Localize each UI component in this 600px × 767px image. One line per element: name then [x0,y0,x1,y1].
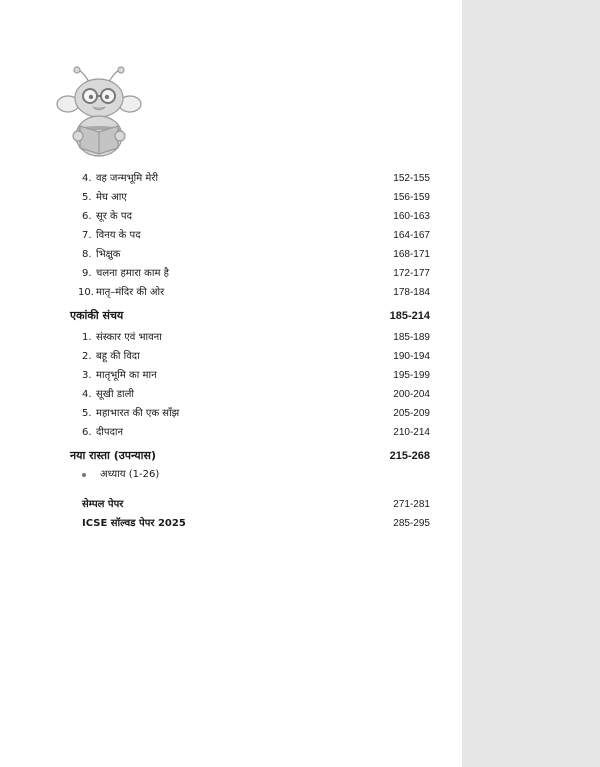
entry-title: सेम्पल पेपर [82,499,124,510]
section-title: एकांकी संचय [70,309,124,322]
entry-title: वह जन्मभूमि मेरी [96,173,159,184]
entry-title: चलना हमारा काम है [96,268,169,279]
entry-pages: 271-281 [393,499,430,510]
entry-number: 9. [82,268,92,279]
toc-entry [0,170,440,188]
toc-entry [0,227,440,245]
entry-number: 3. [82,370,92,381]
toc-entry [0,405,440,423]
entry-pages: 160-163 [393,211,430,222]
entry-pages: 205-209 [393,408,430,419]
entry-title: मातृ–मंदिर की ओर [96,287,165,298]
entry-number: 6. [82,427,92,438]
entry-pages: 185-189 [393,332,430,343]
entry-title: महाभारत की एक साँझ [96,408,180,419]
toc-entry [0,386,440,404]
entry-number: 10. [78,287,94,298]
entry-number: 4. [82,173,92,184]
toc-section-heading [0,306,440,326]
entry-title: सूर के पद [96,211,132,222]
entry-number: 7. [82,230,92,241]
bullet-icon [82,473,86,477]
toc-entry [0,284,440,302]
bee-reading-book-icon [56,64,142,162]
page-margin-band [462,0,600,767]
entry-title: ICSE सॉल्वड पेपर 2025 [82,518,186,529]
entry-pages: 172-177 [393,268,430,279]
entry-title: दीपदान [96,427,124,438]
entry-number: 8. [82,249,92,260]
entry-pages: 190-194 [393,351,430,362]
toc-entry [0,265,440,283]
entry-title: बहू की विदा [96,351,140,362]
toc-entry [0,329,440,347]
entry-title: सूखी डाली [96,389,135,400]
entry-number: 4. [82,389,92,400]
entry-number: 2. [82,351,92,362]
section-pages: 215-268 [389,450,430,462]
entry-pages: 178-184 [393,287,430,298]
entry-title: मेघ आए [96,192,127,203]
entry-title: मातृभूमि का मान [96,370,157,381]
entry-number: 5. [82,192,92,203]
entry-pages: 285-295 [393,518,430,529]
entry-title: विनय के पद [96,230,141,241]
entry-number: 5. [82,408,92,419]
toc-extra-entry [0,515,440,533]
toc-bullet-entry [0,466,440,484]
section-title: नया रास्ता (उपन्यास) [70,449,156,462]
entry-pages: 200-204 [393,389,430,400]
entry-pages: 156-159 [393,192,430,203]
toc-entry [0,246,440,264]
entry-title: भिक्षुक [96,249,121,260]
entry-pages: 195-199 [393,370,430,381]
toc-entry [0,367,440,385]
entry-pages: 210-214 [393,427,430,438]
toc-entry [0,208,440,226]
section-pages: 185-214 [389,310,430,322]
entry-pages: 152-155 [393,173,430,184]
entry-pages: 164-167 [393,230,430,241]
entry-number: 6. [82,211,92,222]
entry-title: संस्कार एवं भावना [96,332,162,343]
toc-entry [0,348,440,366]
toc-section-heading [0,446,440,466]
toc-entry [0,189,440,207]
toc-extra-entry [0,496,440,514]
entry-number: 1. [82,332,92,343]
toc-entry [0,424,440,442]
entry-title: अध्याय (1-26) [100,469,160,480]
entry-pages: 168-171 [393,249,430,260]
